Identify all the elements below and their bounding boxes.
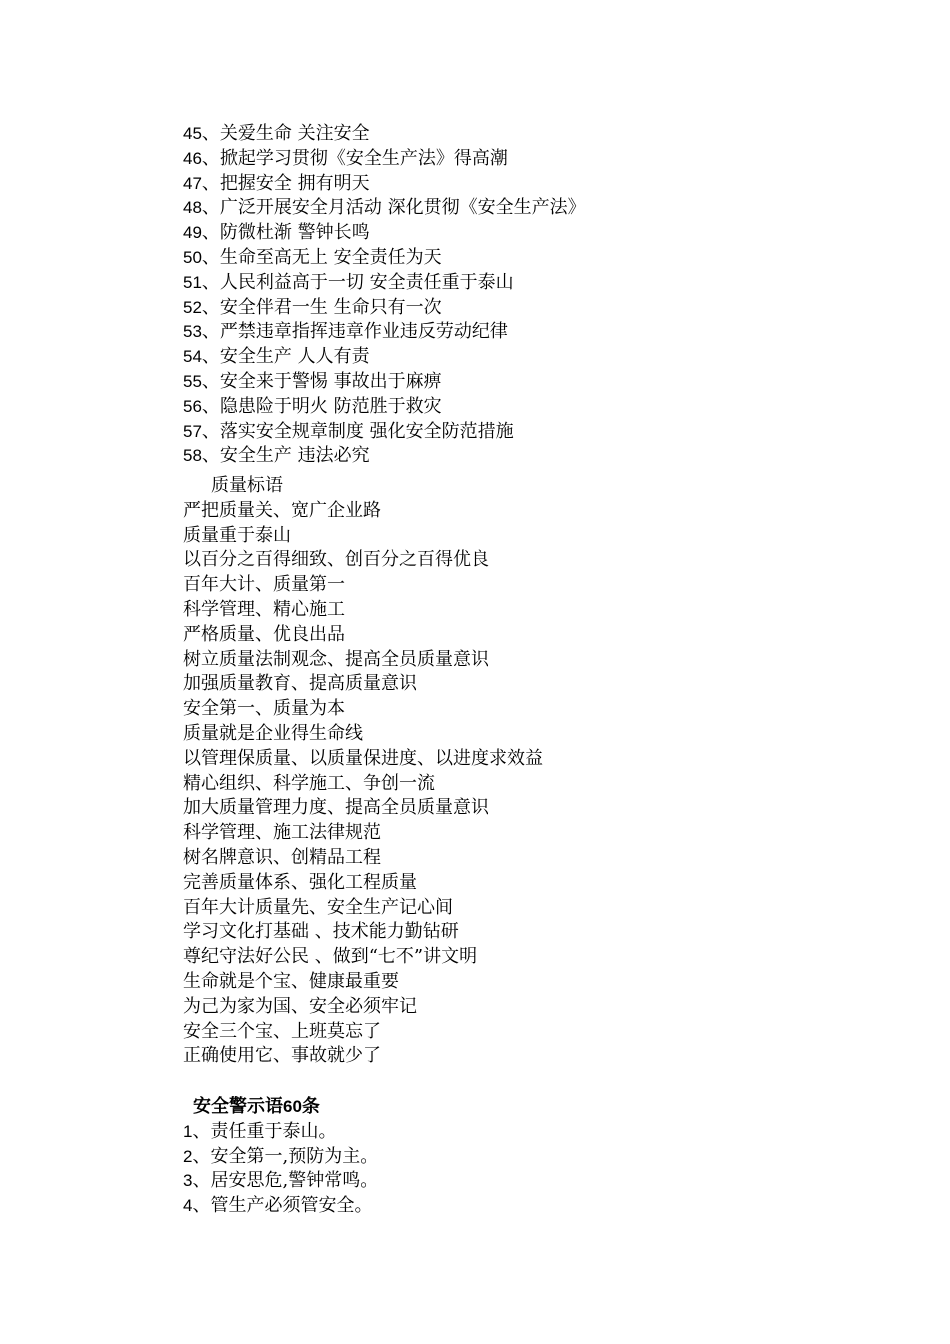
quality-slogan-item: 树立质量法制观念、提高全员质量意识 [183, 648, 489, 670]
safety-slogan-item [183, 444, 883, 469]
safety-slogan-item [183, 296, 883, 321]
quality-slogan-item: 生命就是个宝、健康最重要 [183, 970, 399, 992]
warning-item [183, 1120, 883, 1145]
safety-slogan-item-number: 52 [183, 297, 202, 317]
safety-slogan-item-text: 、防微杜渐 警钟长鸣 [201, 222, 370, 244]
warning-section [183, 1095, 883, 1219]
safety-slogan-item-text: 、人民利益高于一切 安全责任重于泰山 [201, 271, 514, 293]
quality-slogan-item: 严把质量关、宽广企业路 [183, 499, 381, 521]
warning-item-list [183, 1120, 883, 1219]
quality-section [183, 474, 883, 1069]
quality-slogan-item: 加大质量管理力度、提高全员质量意识 [183, 797, 489, 819]
safety-slogan-item-text: 、广泛开展安全月活动 深化贯彻《安全生产法》 [201, 197, 586, 219]
safety-slogan-item [183, 370, 883, 395]
warning-item [183, 1169, 883, 1194]
safety-slogan-item-text: 、生命至高无上 安全责任为天 [201, 246, 442, 268]
quality-heading: 质量标语 [211, 475, 283, 496]
warning-item-text: 、责任重于泰山。 [192, 1120, 337, 1142]
safety-slogan-item [183, 221, 883, 246]
safety-slogan-item-text: 、隐患险于明火 防范胜于救灾 [201, 395, 442, 417]
warning-heading-number: 60 [283, 1097, 302, 1116]
safety-slogan-item [183, 345, 883, 370]
warning-item-number: 4 [183, 1196, 193, 1216]
safety-slogan-item-number: 56 [183, 396, 202, 416]
safety-slogan-item-number: 48 [183, 198, 202, 218]
safety-slogan-item-text: 、安全生产 违法必究 [201, 445, 370, 467]
safety-slogan-item [183, 246, 883, 271]
safety-slogan-item [183, 196, 883, 221]
quality-slogan-item: 科学管理、施工法律规范 [183, 822, 381, 844]
safety-slogan-item-text: 、严禁违章指挥违章作业违反劳动纪律 [201, 321, 508, 343]
warning-item [183, 1194, 883, 1219]
safety-slogan-item-number: 54 [183, 347, 202, 367]
safety-slogan-item [183, 395, 883, 420]
quality-slogan-item: 严格质量、优良出品 [183, 623, 345, 645]
safety-slogan-item-number: 53 [183, 322, 202, 342]
safety-slogan-item-number: 55 [183, 371, 202, 391]
warning-item [183, 1145, 883, 1170]
quality-slogan-item: 以管理保质量、以质量保进度、以进度求效益 [183, 747, 543, 769]
quality-slogan-item: 质量就是企业得生命线 [183, 722, 363, 744]
warning-item-text: 、管生产必须管安全。 [192, 1195, 373, 1217]
safety-slogan-item [183, 147, 883, 172]
safety-slogan-item-text: 、安全来于警惕 事故出于麻痹 [201, 370, 442, 392]
quality-slogan-item: 学习文化打基础 、技术能力勤钻研 [183, 921, 459, 943]
safety-slogan-item-number: 46 [183, 148, 202, 168]
quality-slogan-item: 百年大计质量先、安全生产记心间 [183, 896, 453, 918]
safety-slogan-list [183, 122, 883, 469]
safety-slogan-item-text: 、落实安全规章制度 强化安全防范措施 [201, 420, 514, 442]
warning-heading-suffix: 条 [301, 1096, 320, 1117]
safety-slogan-item-number: 58 [183, 446, 202, 466]
warning-item-number: 1 [183, 1121, 193, 1141]
quality-slogan-item: 以百分之百得细致、创百分之百得优良 [183, 549, 489, 571]
quality-slogan-item: 百年大计、质量第一 [183, 574, 345, 596]
safety-slogan-item-text: 、安全生产 人人有责 [201, 346, 370, 368]
safety-slogan-item-text: 、安全伴君一生 生命只有一次 [201, 296, 442, 318]
quality-slogan-item: 尊纪守法好公民 、做到“七不”讲文明 [183, 946, 478, 968]
quality-slogan-item: 树名牌意识、创精品工程 [183, 846, 381, 868]
quality-slogan-item: 正确使用它、事故就少了 [183, 1045, 381, 1067]
warning-item-text: 、居安思危,警钟常鸣。 [192, 1170, 379, 1192]
quality-slogan-item: 质量重于泰山 [183, 524, 291, 546]
warning-item-text: 、安全第一,预防为主。 [192, 1145, 379, 1167]
safety-slogan-item-number: 51 [183, 272, 202, 292]
quality-slogan-list [183, 499, 883, 1069]
safety-slogan-item-text: 、关爱生命 关注安全 [201, 123, 370, 144]
safety-slogan-item-number: 45 [183, 124, 202, 143]
safety-slogan-item-number: 57 [183, 421, 202, 441]
safety-slogan-item-text: 、把握安全 拥有明天 [201, 172, 370, 194]
safety-slogan-item-number: 49 [183, 223, 202, 243]
quality-slogan-item: 加强质量教育、提高质量意识 [183, 673, 417, 695]
safety-slogan-item [183, 271, 883, 296]
safety-slogan-item-number: 50 [183, 247, 202, 267]
quality-slogan-item: 精心组织、科学施工、争创一流 [183, 772, 435, 794]
quality-slogan-item: 为己为家为国、安全必须牢记 [183, 995, 417, 1017]
quality-slogan-item: 科学管理、精心施工 [183, 598, 345, 620]
safety-slogan-item [183, 320, 883, 345]
safety-slogan-item-text: 、掀起学习贯彻《安全生产法》得高潮 [201, 147, 508, 169]
warning-item-number: 3 [183, 1171, 193, 1191]
safety-slogan-item-number: 47 [183, 173, 202, 193]
safety-slogan-item [183, 122, 883, 147]
safety-slogan-item [183, 172, 883, 197]
warning-heading [183, 1095, 883, 1120]
quality-slogan-item: 完善质量体系、强化工程质量 [183, 871, 417, 893]
quality-slogan-item: 安全三个宝、上班莫忘了 [183, 1020, 381, 1042]
safety-slogan-item [183, 420, 883, 445]
quality-slogan-item: 安全第一、质量为本 [183, 698, 345, 720]
warning-item-number: 2 [183, 1146, 193, 1166]
warning-heading-prefix: 安全警示语 [193, 1096, 283, 1117]
